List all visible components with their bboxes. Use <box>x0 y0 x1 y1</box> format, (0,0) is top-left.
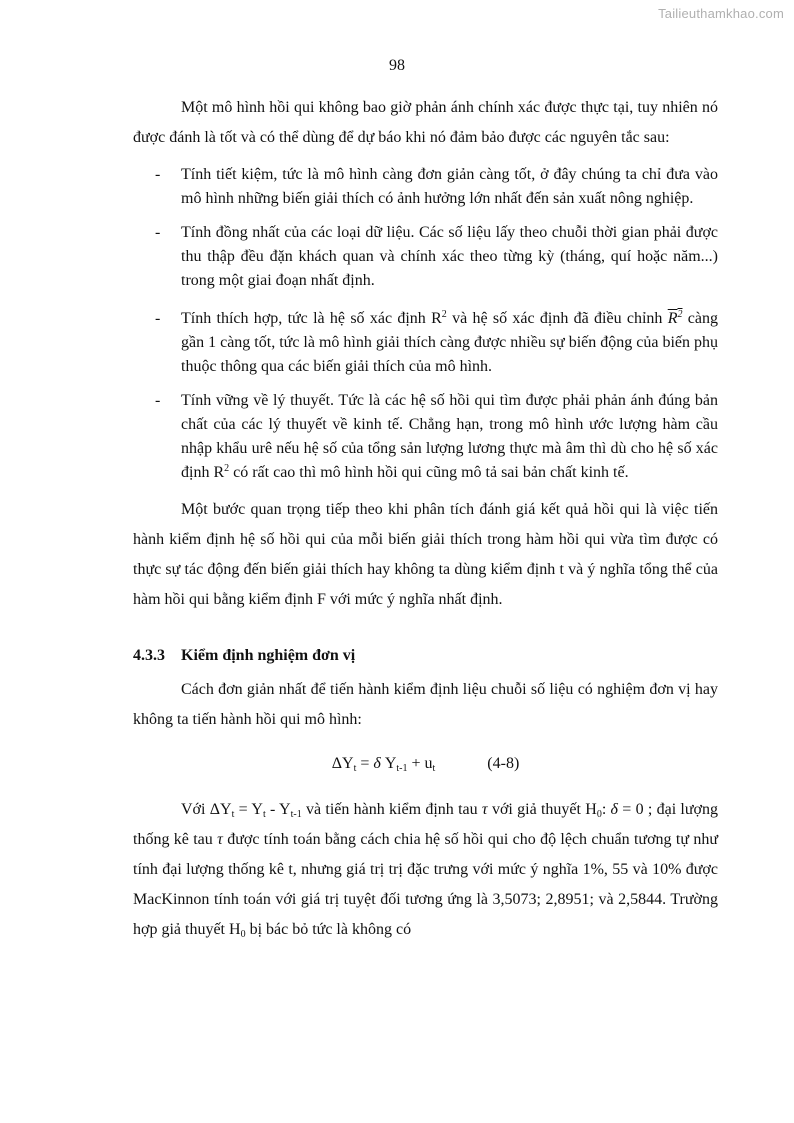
watermark: Tailieuthamkhao.com <box>658 6 784 21</box>
section-number: 4.3.3 <box>133 647 165 664</box>
list-item <box>133 389 718 485</box>
page-number: 98 <box>389 57 405 74</box>
bullet-dash: - <box>155 392 161 409</box>
section-title: Kiểm định nghiệm đơn vị <box>181 647 356 664</box>
list-item <box>133 163 718 211</box>
list-item <box>133 221 718 293</box>
page-content <box>133 93 718 945</box>
principles-list <box>133 163 718 485</box>
list-item <box>133 307 718 379</box>
bullet-text-economy: Tính tiết kiệm, tức là mô hình càng đơn giản càng tốt, ở đây chúng ta chỉ đưa vào mô hình những biến giải thích có ảnh hưởng lớn nhất đến sản xuất nông nghiệp. <box>181 166 718 207</box>
intro-paragraph: Một mô hình hồi qui không bao giờ phản ánh chính xác được thực tại, tuy nhiên nó được đánh là tốt và có thể dùng để dự báo khi nó đảm bảo được các nguyên tắc sau: <box>133 99 718 146</box>
unit-root-intro-paragraph: Cách đơn giản nhất để tiến hành kiểm định liệu chuỗi số liệu có nghiệm đơn vị hay không ta tiến hành hồi qui mô hình: <box>133 681 718 728</box>
r-squared-adjusted-symbol: $R^2$ <box>667 309 683 327</box>
bullet-dash: - <box>155 166 161 183</box>
bullet-dash: - <box>155 310 161 327</box>
bullet-text-fit: Tính thích hợp, tức là hệ số xác định $R^2$ và hệ số xác định đã điều chỉnh $R^2$ càng gần 1 càng tốt, tức là mô hình giải thích càng được nhiều sự biến động của biến phụ thuộc thông qua các biến giải thích của mô hình. <box>181 309 719 375</box>
tau-test-paragraph: Với $\Delta Y_t = Y_t - Y_{t-1}$ và tiến hành kiểm định tau τ với giả thuyết $H_0$: δ = 0 ; đại lượng thống kê tau τ được tính toán bằng cách chia hệ số hồi qui cho độ lệch chuẩn tương tự như tính đại lượng thống kê t, nhưng giá trị trị đặc trưng với mức ý nghĩa 1%, 55 và 10% được MacKinnon tính toán với giá trị tuyệt đối tương ứng là 3,5073; 2,8951; và 2,5844. Trường hợp giả thuyết $H_0$ bị bác bỏ tức là không có <box>133 801 719 940</box>
equation-4-8: $\Delta Y_t = \delta$ $Y_{t-1} + u_t$ (4-8) <box>331 755 520 774</box>
bullet-text-theory: Tính vững về lý thuyết. Tức là các hệ số hồi qui tìm được phải phản ánh đúng bản chất của các lý thuyết về kinh tế. Chẳng hạn, trong mô hình ước lượng hàm cầu nhập khẩu urê nếu hệ số của tổng sản lượng lương thực mà âm thì dù cho hệ số xác định $R^2$ có rất cao thì mô hình hồi qui cũng mô tả sai bản chất kinh tế. <box>181 392 718 481</box>
bullet-dash: - <box>155 224 161 241</box>
equation-label: (4-8) <box>487 755 520 772</box>
bullet-text-consistency: Tính đồng nhất của các loại dữ liệu. Các số liệu lấy theo chuỗi thời gian phải được thu thập đều đặn khách quan và chính xác theo từng kỳ (tháng, quí hoặc năm...) trong một giai đoạn nhất định. <box>181 224 718 289</box>
section-heading <box>133 641 718 671</box>
regression-test-paragraph: Một bước quan trọng tiếp theo khi phân tích đánh giá kết quả hồi qui là việc tiến hành kiểm định hệ số hồi qui của mỗi biến giải thích trong hàm hồi qui vừa tìm được có thực sự tác động đến biến giải thích hay không ta dùng kiểm định t và ý nghĩa tổng thể của hàm hồi qui bằng kiểm định F với mức ý nghĩa nhất định. <box>133 501 718 608</box>
